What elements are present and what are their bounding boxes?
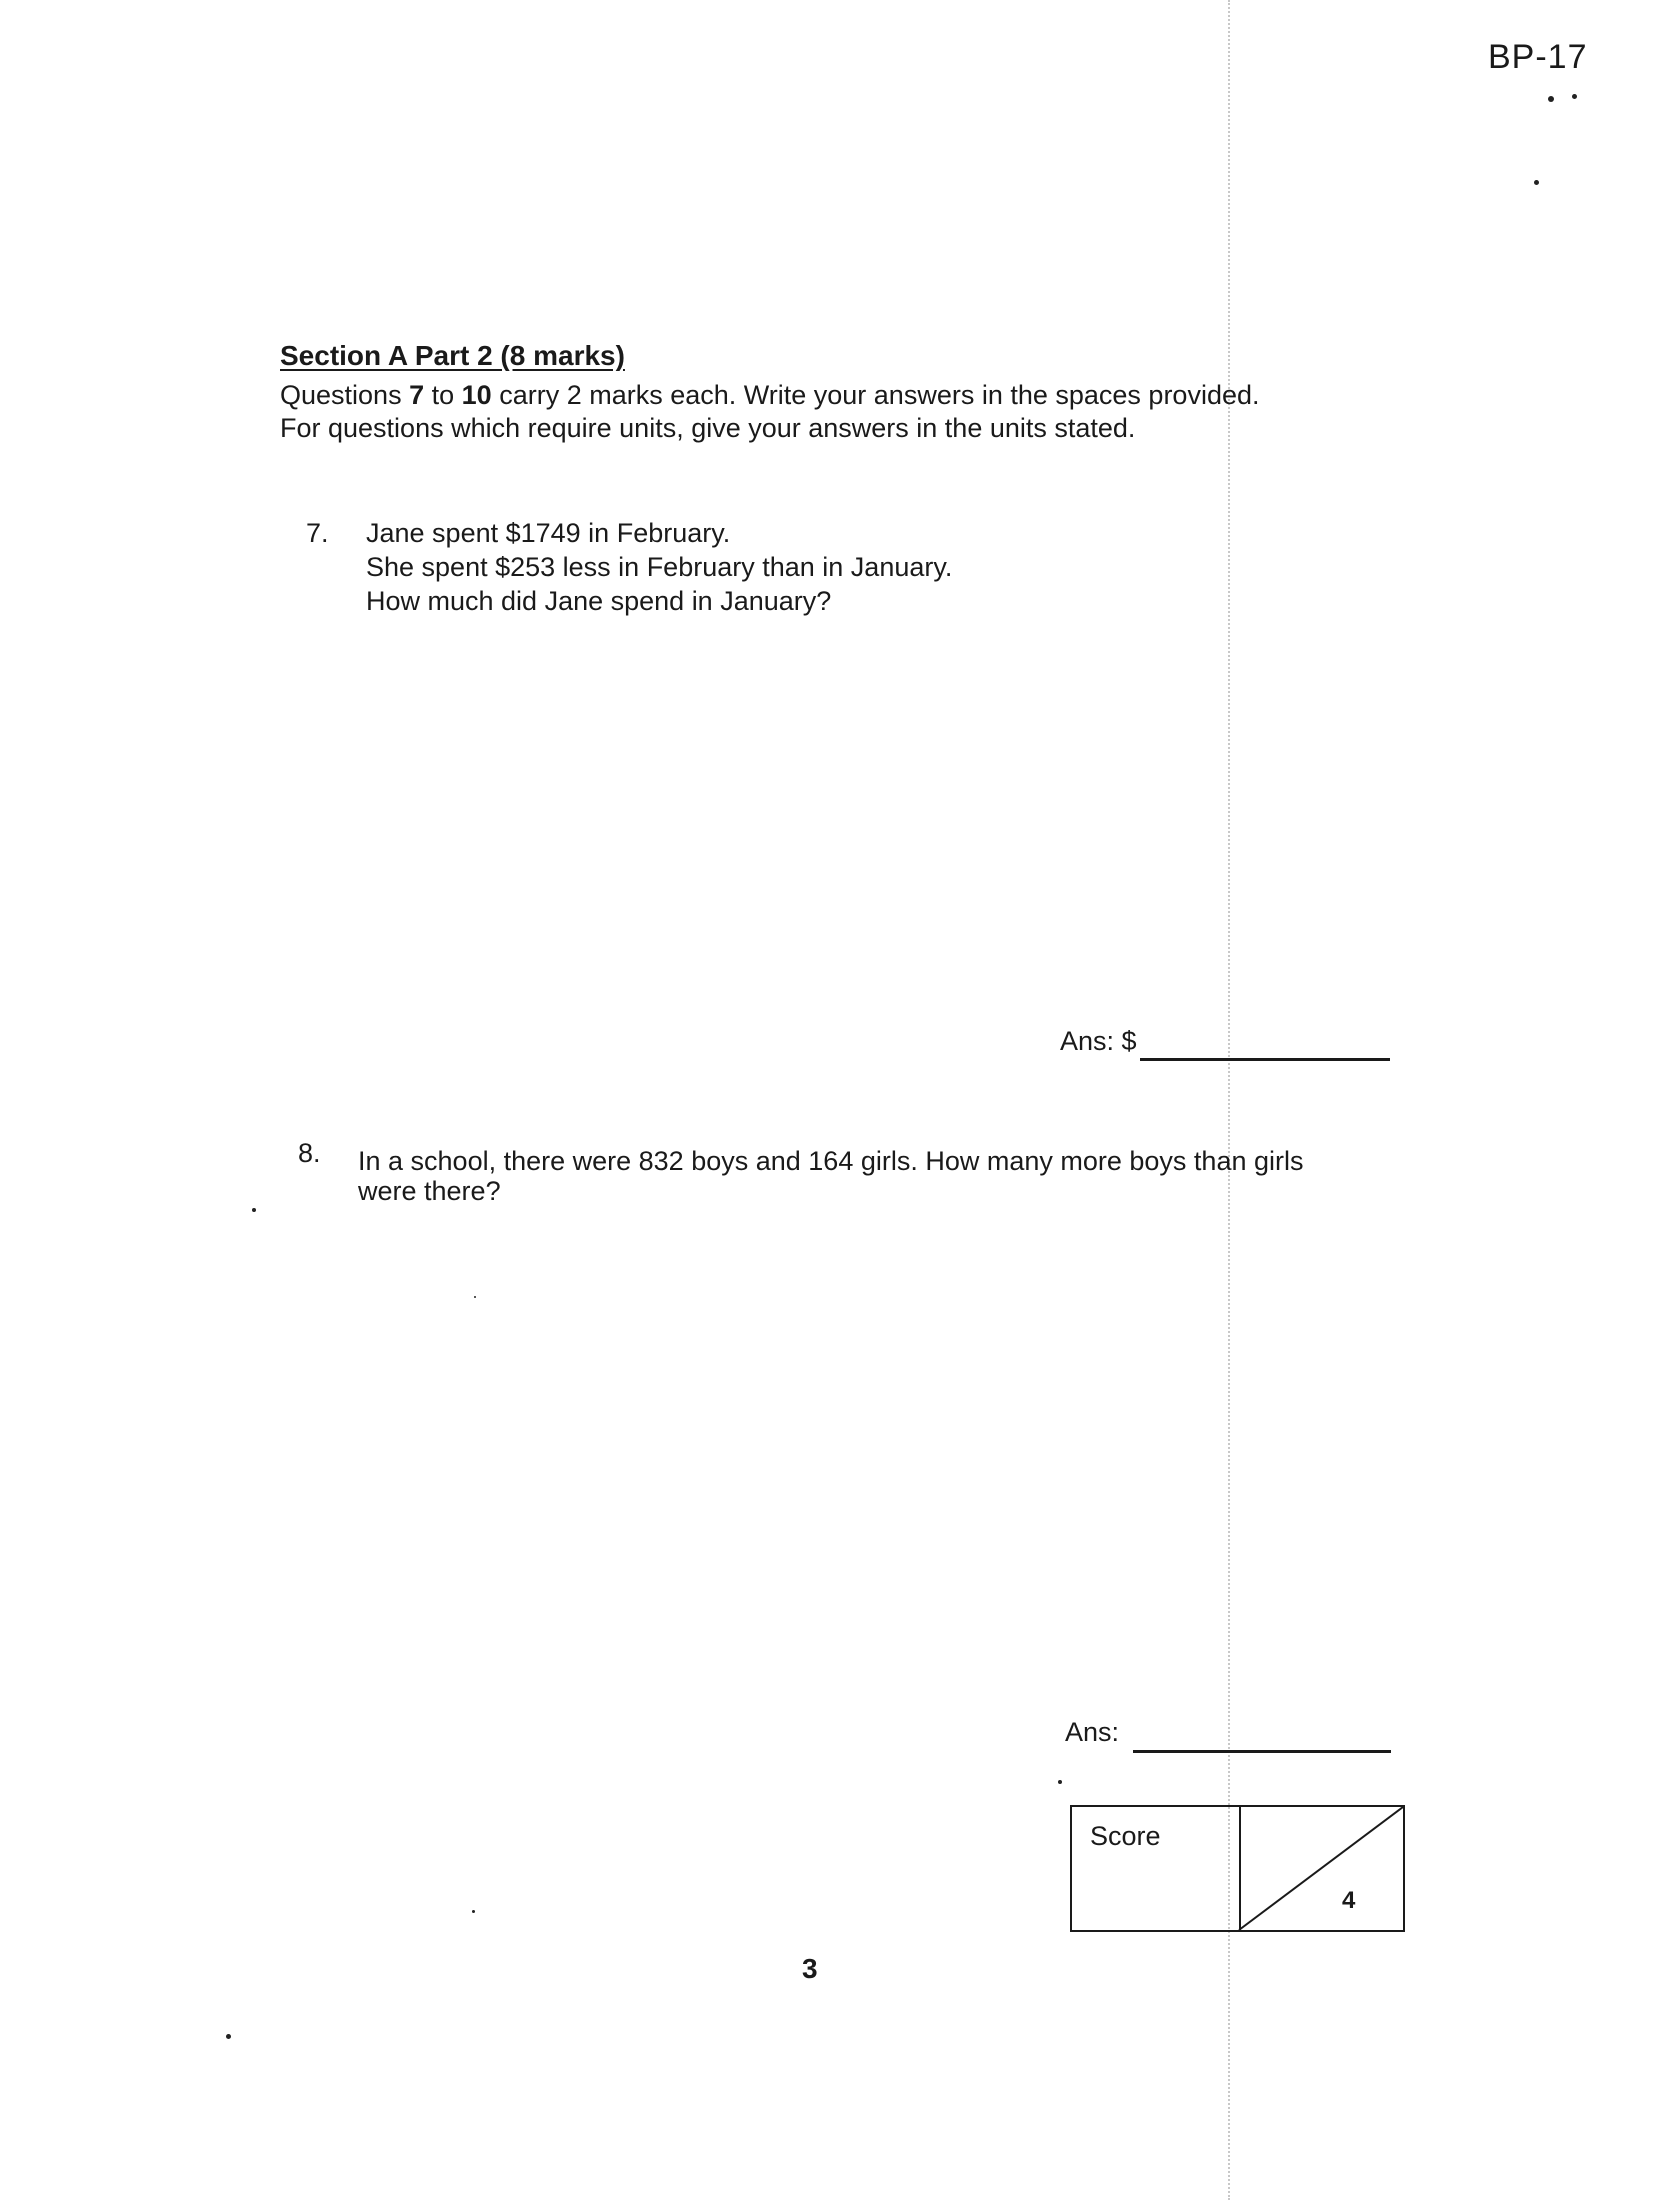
question-text-line: In a school, there were 832 boys and 164 girls. How many more boys than girls	[358, 1146, 1304, 1176]
scan-speck	[1058, 1780, 1062, 1784]
scan-speck	[474, 1296, 476, 1298]
scan-speck	[472, 1910, 475, 1913]
page-number: 3	[802, 1953, 818, 1984]
scan-speck	[1548, 96, 1554, 102]
scan-speck	[1572, 94, 1577, 99]
scan-speck	[226, 2034, 231, 2039]
scan-speck	[1534, 180, 1539, 185]
question-text-line: Jane spent $1749 in February.	[366, 518, 731, 548]
question-text-line: were there?	[358, 1176, 501, 1206]
question-number: 8.	[298, 1138, 321, 1168]
question-number: 7.	[306, 518, 329, 548]
answer-blank[interactable]	[1140, 1058, 1390, 1061]
instructions-line-1: Questions 7 to 10 carry 2 marks each. Write your answers in the spaces provided.	[280, 380, 1260, 410]
document-code: BP-17	[1488, 38, 1588, 76]
section-title: Section A Part 2 (8 marks)	[280, 340, 625, 371]
score-label-cell	[1070, 1805, 1241, 1932]
instructions-line-2: For questions which require units, give your answers in the units stated.	[280, 413, 1136, 443]
score-total: 4	[1342, 1887, 1356, 1914]
score-diagonal-divider	[1237, 1805, 1405, 1932]
answer-label: Ans: $	[1060, 1026, 1137, 1056]
scan-speck	[252, 1208, 256, 1212]
answer-blank[interactable]	[1133, 1750, 1391, 1753]
score-box	[1070, 1805, 1405, 1932]
question-text-line: How much did Jane spend in January?	[366, 586, 832, 616]
question-text-line: She spent $253 less in February than in January.	[366, 552, 953, 582]
answer-label: Ans:	[1065, 1717, 1120, 1747]
score-label: Score	[1090, 1821, 1161, 1851]
